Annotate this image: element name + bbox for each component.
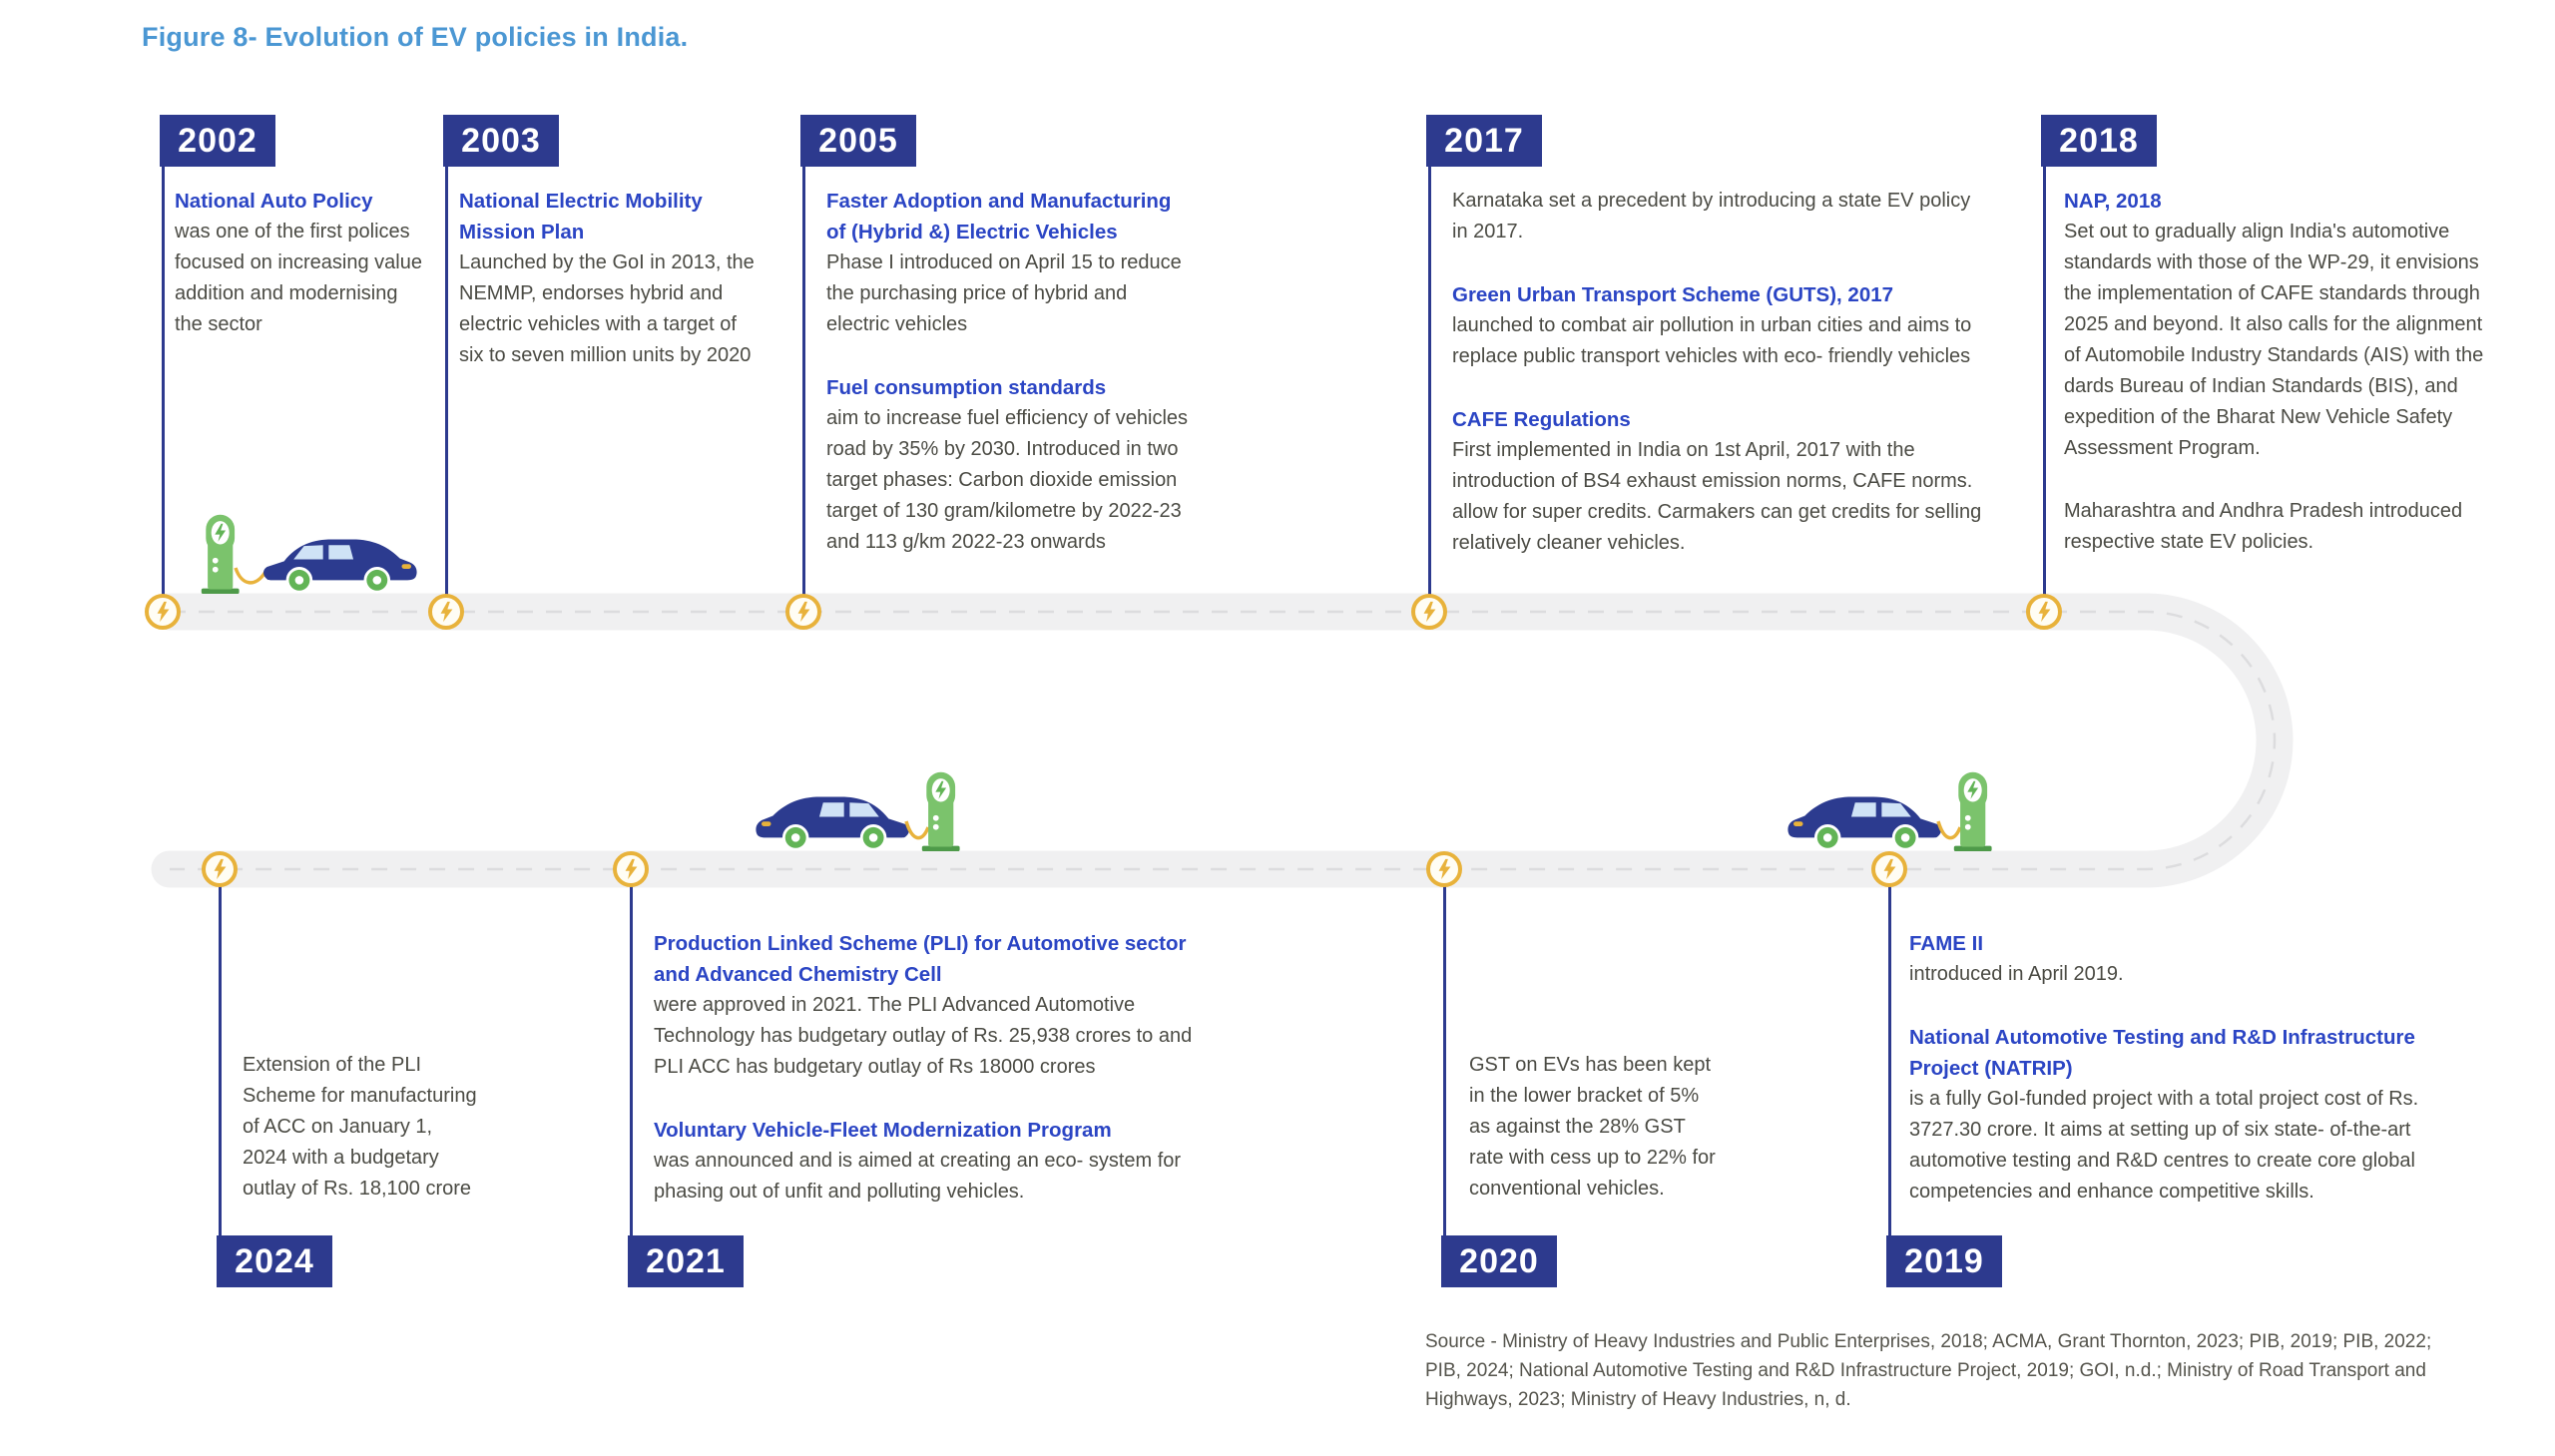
road-marker-2018 [2026,594,2062,630]
policy-section [2064,496,2488,558]
charging-cable [906,821,928,838]
policy-heading: National Auto Policy [175,190,373,213]
ev-charging-scene-2002 [196,510,430,594]
policy-section [1909,1022,2458,1208]
timeline-entry-2019 [1909,928,2458,1208]
policy-section [826,186,1196,340]
lightning-icon [212,858,229,880]
timeline-entry-2018 [2064,186,2488,558]
lightning-icon [1436,858,1453,880]
connector-line-2019 [1888,869,1891,1237]
timeline-entry-2002 [175,186,429,340]
lightning-icon [155,601,172,623]
road-marker-2021 [613,851,649,887]
connector-line-2002 [162,167,165,612]
timeline-entry-2024 [243,1050,482,1205]
policy-heading: Faster Adoption and Manufacturing of (Hybrid &) Electric Vehicles [826,190,1172,243]
year-badge-2021: 2021 [628,1235,744,1287]
charging-cable [1938,821,1960,838]
policy-section [1452,186,1986,247]
policy-section [1452,279,1986,372]
road-marker-2002 [145,594,181,630]
connector-line-2017 [1428,167,1431,612]
policy-section [654,1115,1213,1208]
policy-body: launched to combat air pollution in urban cities and aims to replace public transport vehicles with eco- friendly vehicles [1452,314,1972,367]
charging-station-icon [922,772,960,851]
policy-heading: NAP, 2018 [2064,190,2162,213]
lightning-icon [795,601,812,623]
policy-section [1469,1050,1719,1205]
year-badge-2017: 2017 [1426,115,1542,167]
charging-station-icon [1954,772,1992,851]
road-marker-2005 [785,594,821,630]
ev-car-icon [1788,797,1941,851]
policy-section [654,928,1213,1083]
policy-body: Karnataka set a precedent by introducing a state EV policy in 2017. [1452,190,1971,243]
timeline-entry-2020 [1469,1050,1719,1205]
policy-heading: Fuel consumption standards [826,376,1107,399]
lightning-icon [623,858,640,880]
connector-line-2021 [630,869,633,1237]
year-badge-2024: 2024 [217,1235,332,1287]
policy-body: First implemented in India on 1st April, 2017 with the introduction of BS4 exhaust emission norms, CAFE norms. allow for super credits. Carmakers can get credits for selling relatively cleaner vehicles. [1452,439,1982,554]
policy-body: Launched by the GoI in 2013, the NEMMP, endorses hybrid and electric vehicles with a target of six to seven million units by 2020 [459,251,755,366]
charging-cable [236,568,265,583]
policy-body: introduced in April 2019. [1909,963,2124,985]
policy-body: Extension of the PLI Scheme for manufacturing of ACC on January 1, 2024 with a budgetary outlay of Rs. 18,100 crore [243,1054,477,1200]
policy-heading: Production Linked Scheme (PLI) for Automotive sector and Advanced Chemistry Cell [654,932,1187,986]
ev-charging-scene-2021 [751,767,965,851]
policy-body: aim to increase fuel efficiency of vehicles road by 35% by 2030. Introduced in two target phases: Carbon dioxide emission target of 130 gram/kilometre by 2022-23 and 113 g/km 2022-23 onwards [826,407,1189,553]
policy-heading: CAFE Regulations [1452,408,1631,431]
timeline-entry-2005 [826,186,1196,558]
connector-line-2018 [2043,167,2046,612]
policy-section [243,1050,482,1205]
year-badge-2005: 2005 [800,115,916,167]
road-marker-2017 [1411,594,1447,630]
road-marker-2003 [428,594,464,630]
policy-section [1452,404,1986,559]
connector-line-2005 [802,167,805,612]
policy-section [1909,928,2458,990]
road-marker-2019 [1871,851,1907,887]
policy-body: was one of the first polices focused on increasing value addition and modernising the sector [175,221,422,335]
connector-line-2020 [1443,869,1446,1237]
lightning-icon [1881,858,1898,880]
road-marker-2020 [1426,851,1462,887]
timeline-entry-2017 [1452,186,1986,559]
lightning-icon [2036,601,2053,623]
year-badge-2018: 2018 [2041,115,2157,167]
policy-body: GST on EVs has been kept in the lower bracket of 5% as against the 28% GST rate with cess up to 22% for conventional vehicles. [1469,1054,1716,1200]
year-badge-2020: 2020 [1441,1235,1557,1287]
timeline-entry-2003 [459,186,759,371]
policy-heading: FAME II [1909,932,1984,955]
policy-body: Set out to gradually align India's automotive standards with those of the WP-29, it envisions the implementation of CAFE standards through 2025 and beyond. It also calls for the alignment of Automobile Industry Standards (AIS) with the dards Bureau of Indian Standards (BIS), and expedition of the Bharat New Vehicle Safety Assessment Program. [2064,221,2484,459]
policy-heading: Green Urban Transport Scheme (GUTS), 2017 [1452,283,1894,306]
timeline-entry-2021 [654,928,1213,1208]
policy-section [826,372,1196,558]
ev-car-icon [756,797,909,851]
policy-section [175,186,429,340]
policy-body: is a fully GoI-funded project with a total project cost of Rs. 3727.30 crore. It aims at setting up of six state- of-the-art automotive testing and R&D centres to create core global competencies and enhance competitive skills. [1909,1088,2419,1203]
policy-body: was announced and is aimed at creating an eco- system for phasing out of unfit and polluting vehicles. [654,1150,1182,1203]
road-marker-2024 [202,851,238,887]
lightning-icon [1421,601,1438,623]
year-badge-2019: 2019 [1886,1235,2002,1287]
policy-body: Maharashtra and Andhra Pradesh introduced respective state EV policies. [2064,500,2463,553]
policy-heading: Voluntary Vehicle-Fleet Modernization Program [654,1119,1112,1142]
charging-station-icon [202,515,240,594]
source-note: Source - Ministry of Heavy Industries and Public Enterprises, 2018; ACMA, Grant Thornton, 2023; PIB, 2019; PIB, 2022; PIB, 2024; National Automotive Testing and R&D Infrastructure Project, 2019; GOI, n.d.; Ministry of Road Transport and Highways, 2023; Ministry of Heavy Industries, n, d. [1425,1331,2432,1410]
ev-car-icon [263,540,417,594]
year-badge-2002: 2002 [160,115,275,167]
year-badge-2003: 2003 [443,115,559,167]
policy-section [459,186,759,371]
policy-body: were approved in 2021. The PLI Advanced Automotive Technology has budgetary outlay of Rs. 25,938 crores to and PLI ACC has budgetary outlay of Rs 18000 crores [654,994,1193,1078]
connector-line-2003 [445,167,448,612]
policy-heading: National Automotive Testing and R&D Infrastructure Project (NATRIP) [1909,1026,2415,1080]
policy-body: Phase I introduced on April 15 to reduce the purchasing price of hybrid and electric vehicles [826,251,1182,335]
connector-line-2024 [219,869,222,1237]
policy-heading: National Electric Mobility Mission Plan [459,190,703,243]
policy-section [2064,186,2488,464]
figure-title: Figure 8- Evolution of EV policies in India. [142,22,689,52]
lightning-icon [438,601,455,623]
ev-charging-scene-2019 [1783,767,1997,851]
